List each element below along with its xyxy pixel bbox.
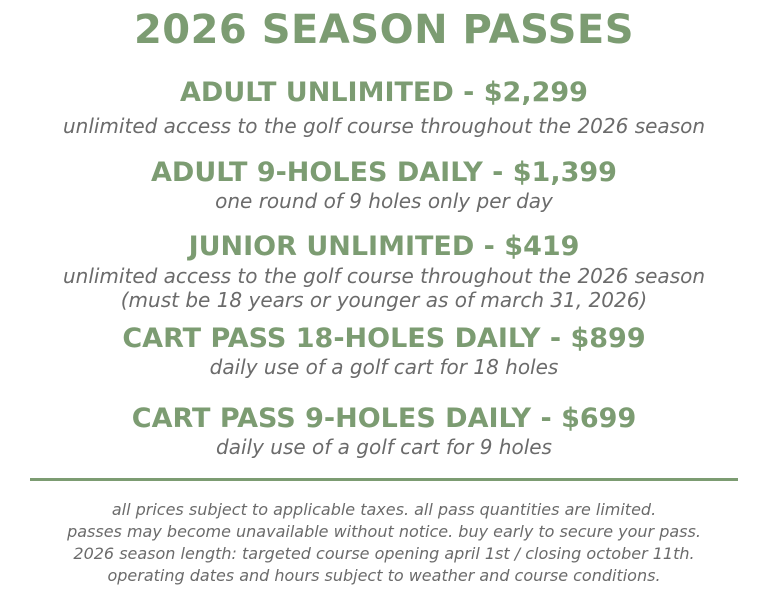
pass-description-junior-unlimited: unlimited access to the golf course throughout the 2026 season xyxy=(62,264,706,288)
pass-description-cart-18-holes: daily use of a golf cart for 18 holes xyxy=(209,355,559,379)
note-taxes: all prices subject to applicable taxes. all pass quantities are limited. xyxy=(111,500,657,519)
pass-description-cart-9-holes: daily use of a golf cart for 9 holes xyxy=(216,435,552,459)
pass-description-adult-unlimited: unlimited access to the golf course throughout the 2026 season xyxy=(62,114,706,138)
note-availability: passes may become unavailable without notice. buy early to secure your pass. xyxy=(67,522,701,541)
page-title: 2026 SEASON PASSES xyxy=(133,7,635,53)
pass-name-cart-9-holes: CART PASS 9-HOLES DAILY - $699 xyxy=(131,403,637,434)
section-divider xyxy=(30,478,738,481)
pass-name-adult-unlimited: ADULT UNLIMITED - $2,299 xyxy=(180,77,588,108)
pass-name-junior-unlimited: JUNIOR UNLIMITED - $419 xyxy=(188,231,580,262)
pass-name-adult-9-holes: ADULT 9-HOLES DAILY - $1,399 xyxy=(151,157,617,188)
note-season-length: 2026 season length: targeted course opening april 1st / closing october 11th. xyxy=(73,544,695,563)
pass-description-adult-9-holes: one round of 9 holes only per day xyxy=(215,189,553,213)
pass-name-cart-18-holes: CART PASS 18-HOLES DAILY - $899 xyxy=(122,323,646,354)
note-conditions: operating dates and hours subject to weather and course conditions. xyxy=(107,566,661,585)
pass-description-junior-eligibility: (must be 18 years or younger as of march 31, 2026) xyxy=(120,288,648,312)
